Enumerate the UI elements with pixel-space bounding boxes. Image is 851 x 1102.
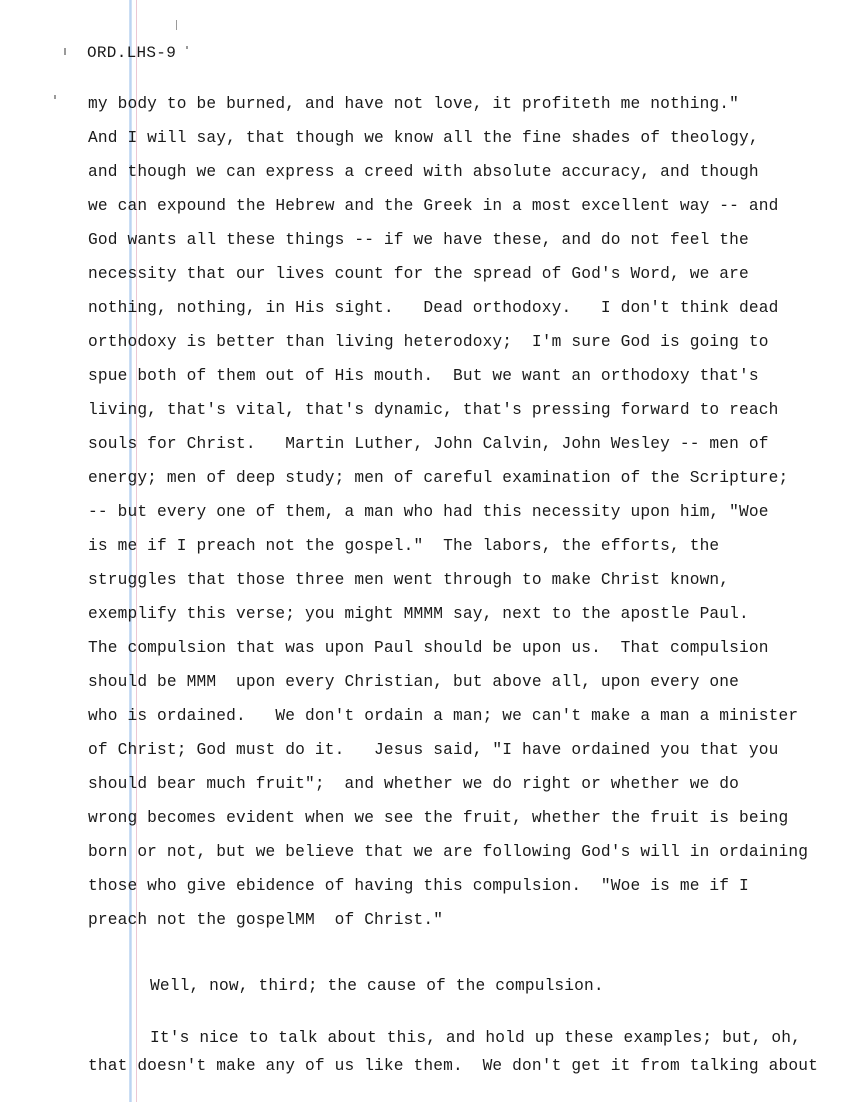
- text-line: who is ordained. We don't ordain a man; we can't make a man a minister: [88, 707, 799, 725]
- paper-speck: [54, 95, 56, 99]
- paper-speck: [64, 48, 66, 55]
- paper-speck: [186, 46, 188, 49]
- paper-speck: [176, 20, 177, 30]
- text-line: -- but every one of them, a man who had this necessity upon him, "Woe: [88, 503, 769, 521]
- text-line: of Christ; God must do it. Jesus said, "I have ordained you that you: [88, 741, 779, 759]
- text-line: necessity that our lives count for the spread of God's Word, we are: [88, 265, 749, 283]
- text-line: that doesn't make any of us like them. We don't get it from talking about: [88, 1057, 818, 1075]
- page-id: ORD.LHS-9: [87, 44, 177, 62]
- text-line: my body to be burned, and have not love, it profiteth me nothing.": [88, 95, 740, 113]
- text-line: should be MMM upon every Christian, but above all, upon every one: [88, 673, 740, 691]
- text-line: orthodoxy is better than living heterodoxy; I'm sure God is going to: [88, 333, 769, 351]
- text-line: exemplify this verse; you might MMMM say, next to the apostle Paul.: [88, 605, 749, 623]
- text-line: nothing, nothing, in His sight. Dead orthodoxy. I don't think dead: [88, 299, 779, 317]
- text-line: It's nice to talk about this, and hold up these examples; but, oh,: [150, 1029, 802, 1047]
- text-line: The compulsion that was upon Paul should be upon us. That compulsion: [88, 639, 769, 657]
- text-line: God wants all these things -- if we have these, and do not feel the: [88, 231, 749, 249]
- text-line: should bear much fruit"; and whether we do right or whether we do: [88, 775, 740, 793]
- text-line: And I will say, that though we know all the fine shades of theology,: [88, 129, 759, 147]
- text-line: Well, now, third; the cause of the compulsion.: [150, 977, 604, 995]
- text-line: preach not the gospelMM of Christ.": [88, 911, 444, 929]
- text-line: energy; men of deep study; men of careful examination of the Scripture;: [88, 469, 789, 487]
- text-line: and though we can express a creed with absolute accuracy, and though: [88, 163, 759, 181]
- text-line: wrong becomes evident when we see the fruit, whether the fruit is being: [88, 809, 789, 827]
- text-line: those who give ebidence of having this compulsion. "Woe is me if I: [88, 877, 749, 895]
- text-line: we can expound the Hebrew and the Greek in a most excellent way -- and: [88, 197, 779, 215]
- text-line: is me if I preach not the gospel." The labors, the efforts, the: [88, 537, 720, 555]
- text-line: born or not, but we believe that we are following God's will in ordaining: [88, 843, 809, 861]
- text-line: souls for Christ. Martin Luther, John Calvin, John Wesley -- men of: [88, 435, 769, 453]
- text-line: struggles that those three men went through to make Christ known,: [88, 571, 730, 589]
- text-line: spue both of them out of His mouth. But we want an orthodoxy that's: [88, 367, 759, 385]
- text-line: living, that's vital, that's dynamic, that's pressing forward to reach: [88, 401, 779, 419]
